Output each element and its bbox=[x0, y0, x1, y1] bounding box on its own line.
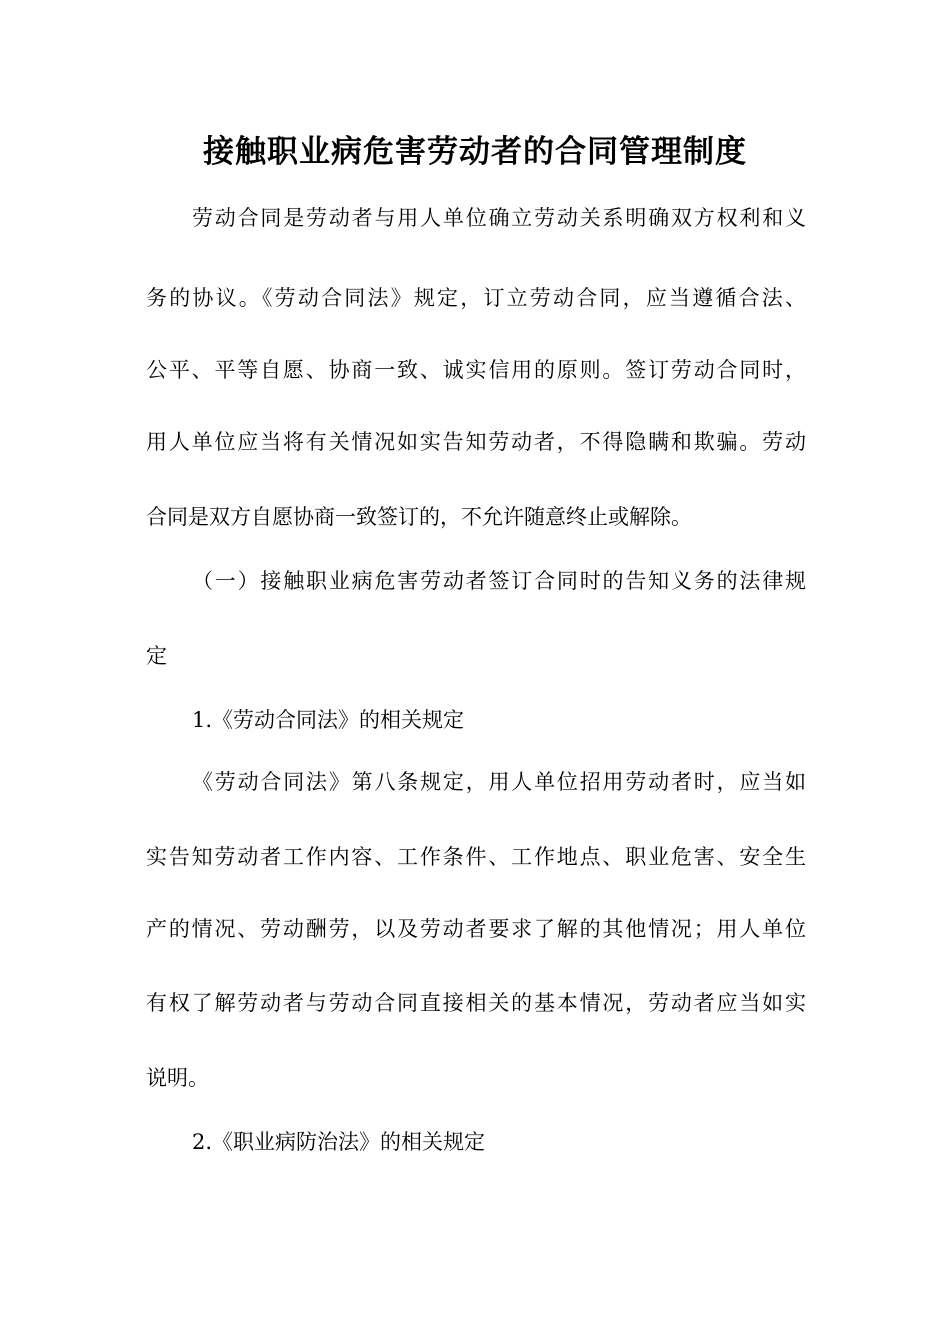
subsection-heading: 1.《劳动合同法》的相关规定 bbox=[192, 708, 465, 732]
section-heading-line: 定 bbox=[146, 644, 167, 668]
section-heading-line: （一）接触职业病危害劳动者签订合同时的告知义务的法律规 bbox=[192, 569, 806, 593]
paragraph-line: 说明。 bbox=[146, 1066, 209, 1090]
paragraph-line: 公平、平等自愿、协商一致、诚实信用的原则。签订劳动合同时， bbox=[146, 358, 806, 382]
paragraph-line: 务的协议。《劳动合同法》规定，订立劳动合同，应当遵循合法、 bbox=[146, 286, 806, 310]
paragraph-line: 实告知劳动者工作内容、工作条件、工作地点、职业危害、安全生 bbox=[146, 845, 806, 869]
subsection-heading: 2.《职业病防治法》的相关规定 bbox=[192, 1130, 486, 1154]
paragraph-line: 《劳动合同法》第八条规定，用人单位招用劳动者时，应当如 bbox=[192, 770, 806, 794]
paragraph-line: 用人单位应当将有关情况如实告知劳动者，不得隐瞒和欺骗。劳动 bbox=[146, 430, 806, 454]
paragraph-line: 合同是双方自愿协商一致签订的，不允许随意终止或解除。 bbox=[146, 505, 692, 529]
paragraph-line: 劳动合同是劳动者与用人单位确立劳动关系明确双方权利和义 bbox=[192, 206, 806, 230]
paragraph-line: 产的情况、劳动酬劳，以及劳动者要求了解的其他情况；用人单位 bbox=[146, 917, 806, 941]
paragraph-line: 有权了解劳动者与劳动合同直接相关的基本情况，劳动者应当如实 bbox=[146, 991, 806, 1015]
document-title: 接触职业病危害劳动者的合同管理制度 bbox=[203, 134, 747, 170]
